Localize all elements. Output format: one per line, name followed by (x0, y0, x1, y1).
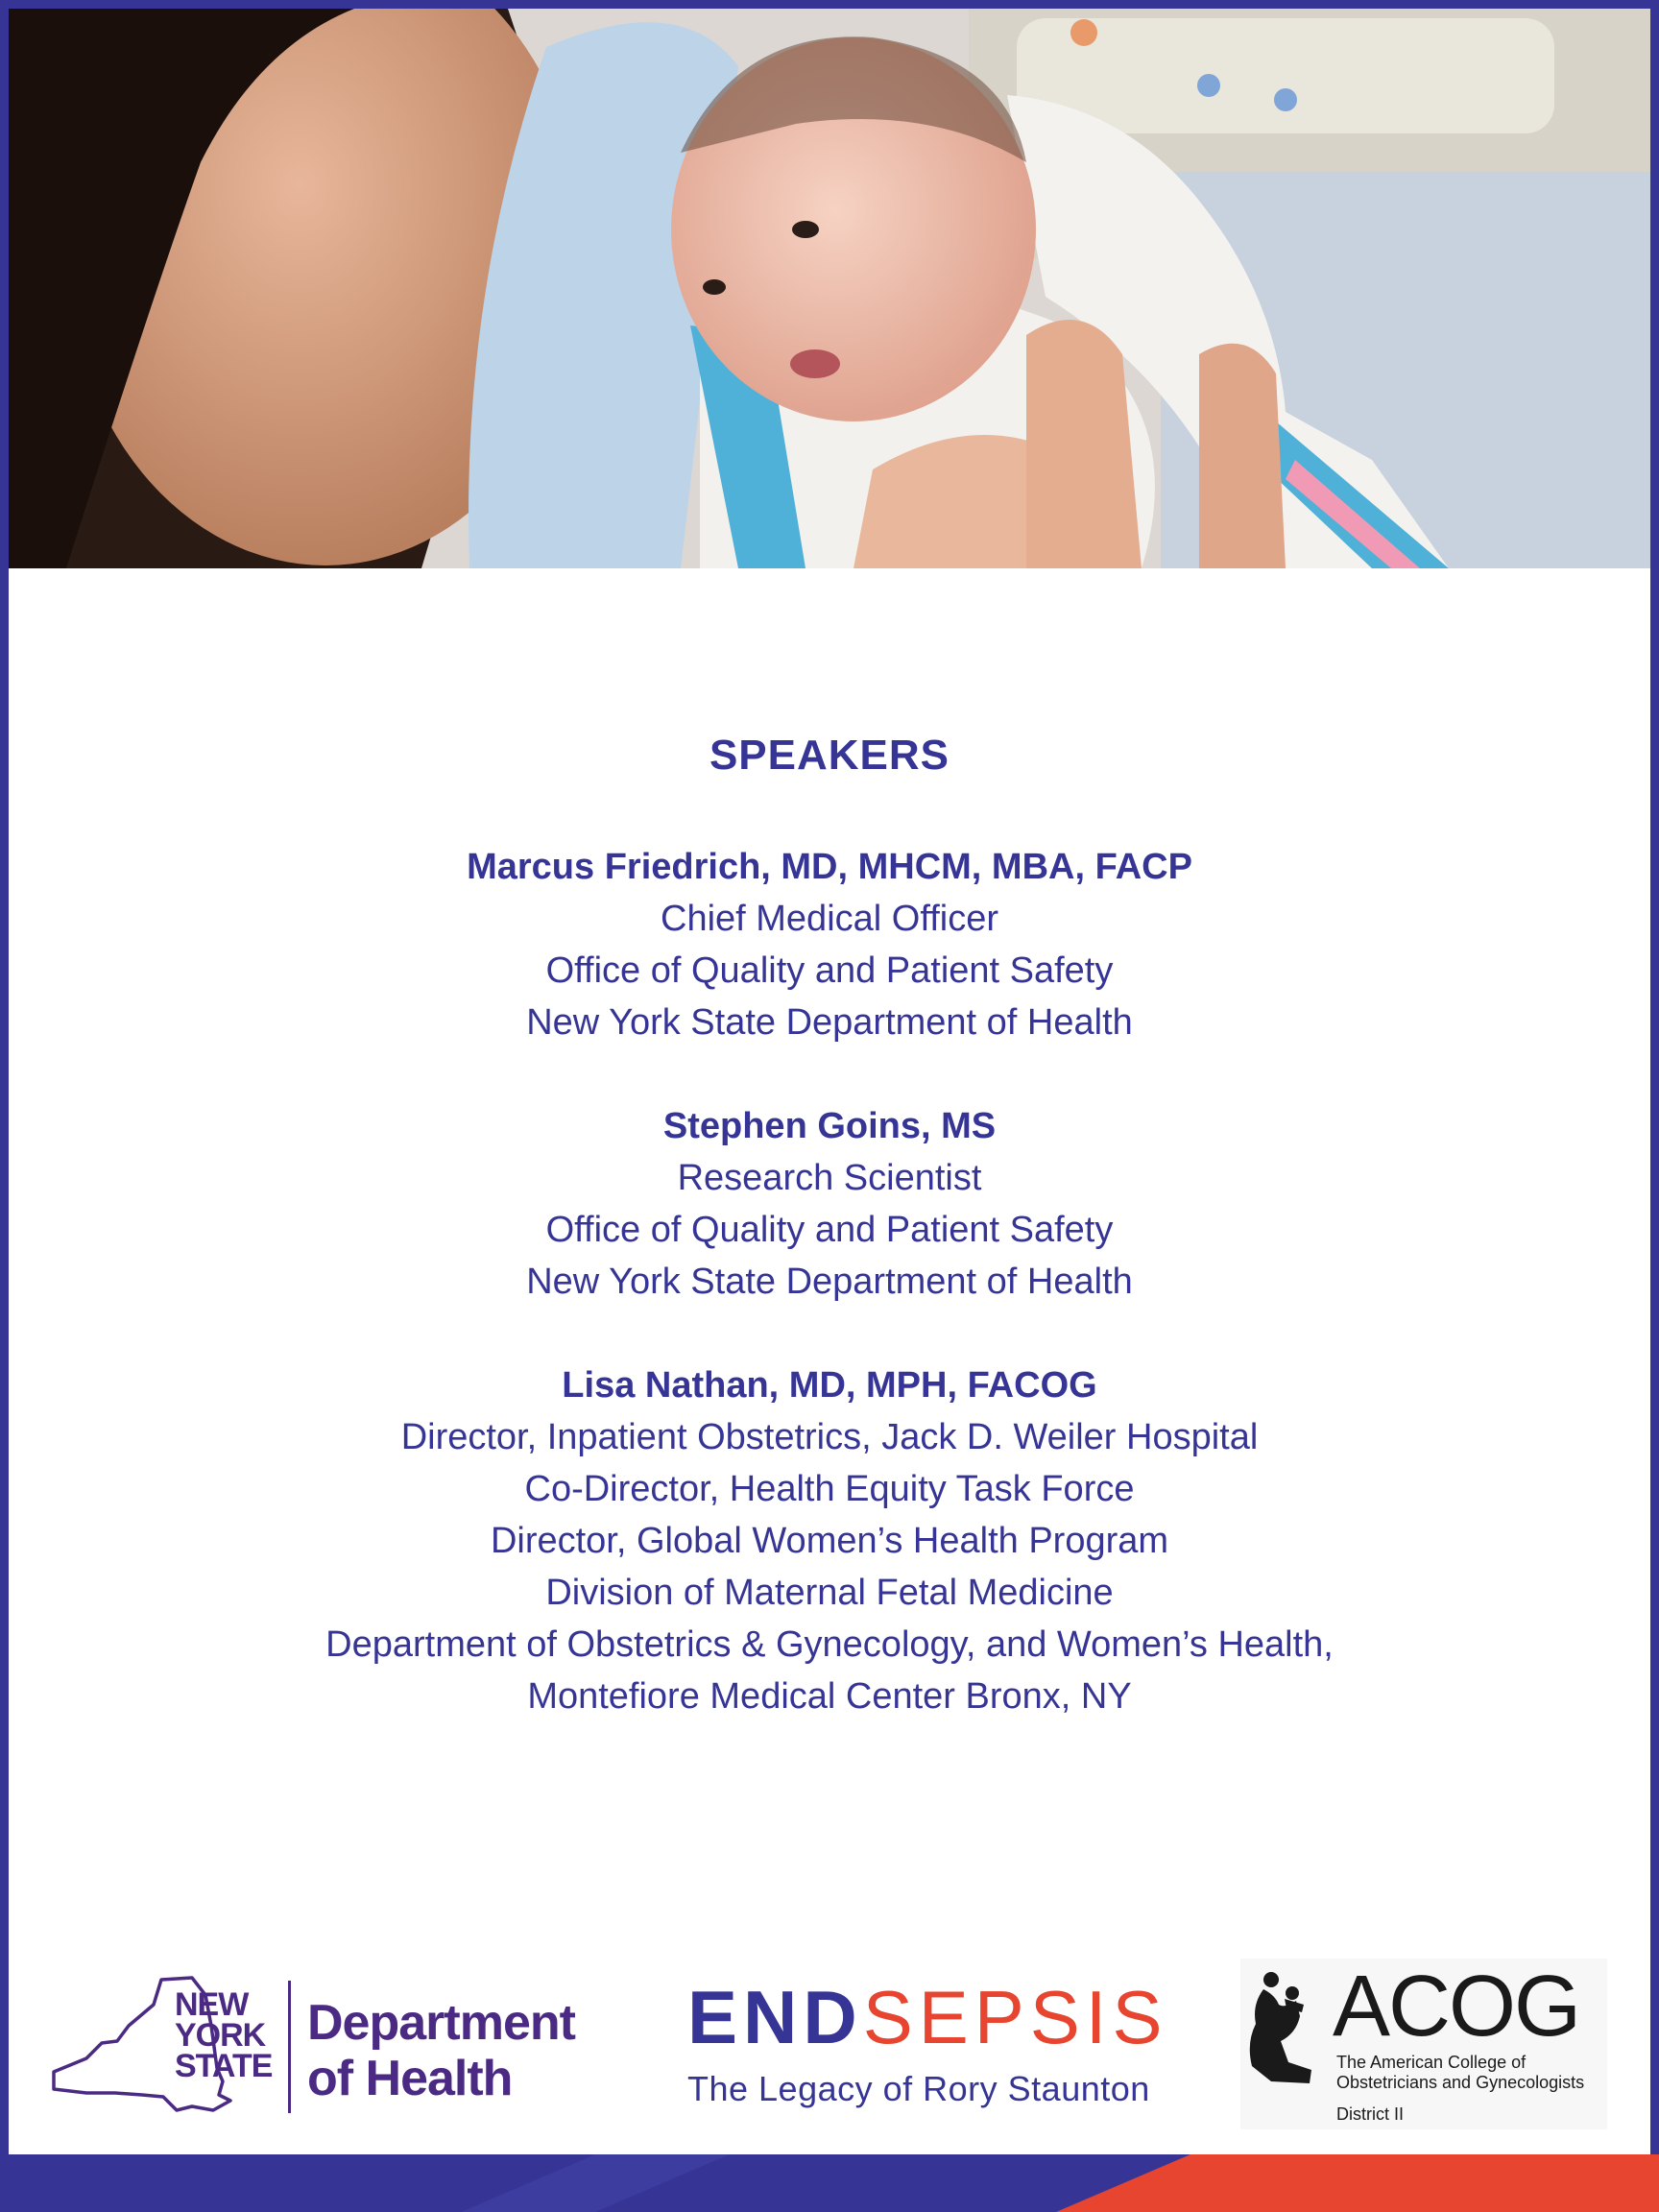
speaker-2 (0, 1100, 1659, 1308)
nys-of-health: of Health (307, 2051, 513, 2106)
left-border (0, 0, 9, 2154)
nys-state-wordmark (175, 1986, 273, 2084)
endsepsis-logo (687, 1974, 1168, 2110)
speaker-name: Stephen Goins, MS (662, 1106, 997, 1146)
acog-fullname (1336, 2053, 1584, 2093)
endsepsis-sepsis: SEPSIS (862, 1975, 1168, 2059)
acog-logo (1240, 1959, 1607, 2129)
endsepsis-wordmark (687, 1974, 1168, 2060)
acog-mother-child-figure-icon (1242, 1966, 1323, 2087)
speaker-3 (0, 1359, 1659, 1722)
speaker-title: Co-Director, Health Equity Task Force (524, 1469, 1135, 1509)
speaker-name: Lisa Nathan, MD, MPH, FACOG (562, 1365, 1097, 1406)
speakers-heading: SPEAKERS (709, 732, 950, 779)
footer-band (0, 2154, 1659, 2212)
nys-new: NEW (175, 1986, 249, 2023)
footer-band-graphic (0, 2154, 1659, 2212)
nys-divider (288, 1981, 291, 2113)
speaker-title: Director, Inpatient Obstetrics, Jack D. Weiler Hospital (400, 1417, 1259, 1457)
top-border (0, 0, 1659, 9)
nys-york: YORK (175, 2017, 266, 2054)
speaker-organization: New York State Department of Health (526, 1002, 1133, 1043)
hero-photo (9, 9, 1650, 568)
speaker-organization: Montefiore Medical Center Bronx, NY (527, 1676, 1132, 1717)
speaker-office: Office of Quality and Patient Safety (545, 950, 1114, 991)
acog-wordmark: ACOG (1333, 1959, 1580, 2055)
acog-fullname-line-1: The American College of (1336, 2053, 1527, 2072)
speaker-1 (0, 841, 1659, 1048)
hero-photo-illustration (9, 9, 1650, 568)
right-border (1650, 0, 1659, 2154)
nys-state: STATE (175, 2048, 273, 2084)
nys-doh-wordmark (307, 1995, 575, 2106)
nys-department: Department (307, 1995, 575, 2051)
acog-fullname-line-2: Obstetricians and Gynecologists (1336, 2073, 1585, 2092)
speaker-title: Chief Medical Officer (661, 899, 998, 939)
speaker-organization: New York State Department of Health (526, 1262, 1133, 1302)
speaker-name: Marcus Friedrich, MD, MHCM, MBA, FACP (467, 847, 1192, 887)
speaker-office: Office of Quality and Patient Safety (545, 1210, 1114, 1250)
speaker-department: Department of Obstetrics & Gynecology, and Women’s Health, (325, 1624, 1334, 1665)
speaker-title: Director, Global Women’s Health Program (490, 1521, 1169, 1561)
speaker-division: Division of Maternal Fetal Medicine (545, 1573, 1114, 1613)
acog-district: District II (1336, 2104, 1404, 2124)
endsepsis-end: END (687, 1975, 863, 2059)
speaker-title: Research Scientist (677, 1158, 982, 1198)
endsepsis-tagline: The Legacy of Rory Staunton (687, 2069, 1150, 2108)
